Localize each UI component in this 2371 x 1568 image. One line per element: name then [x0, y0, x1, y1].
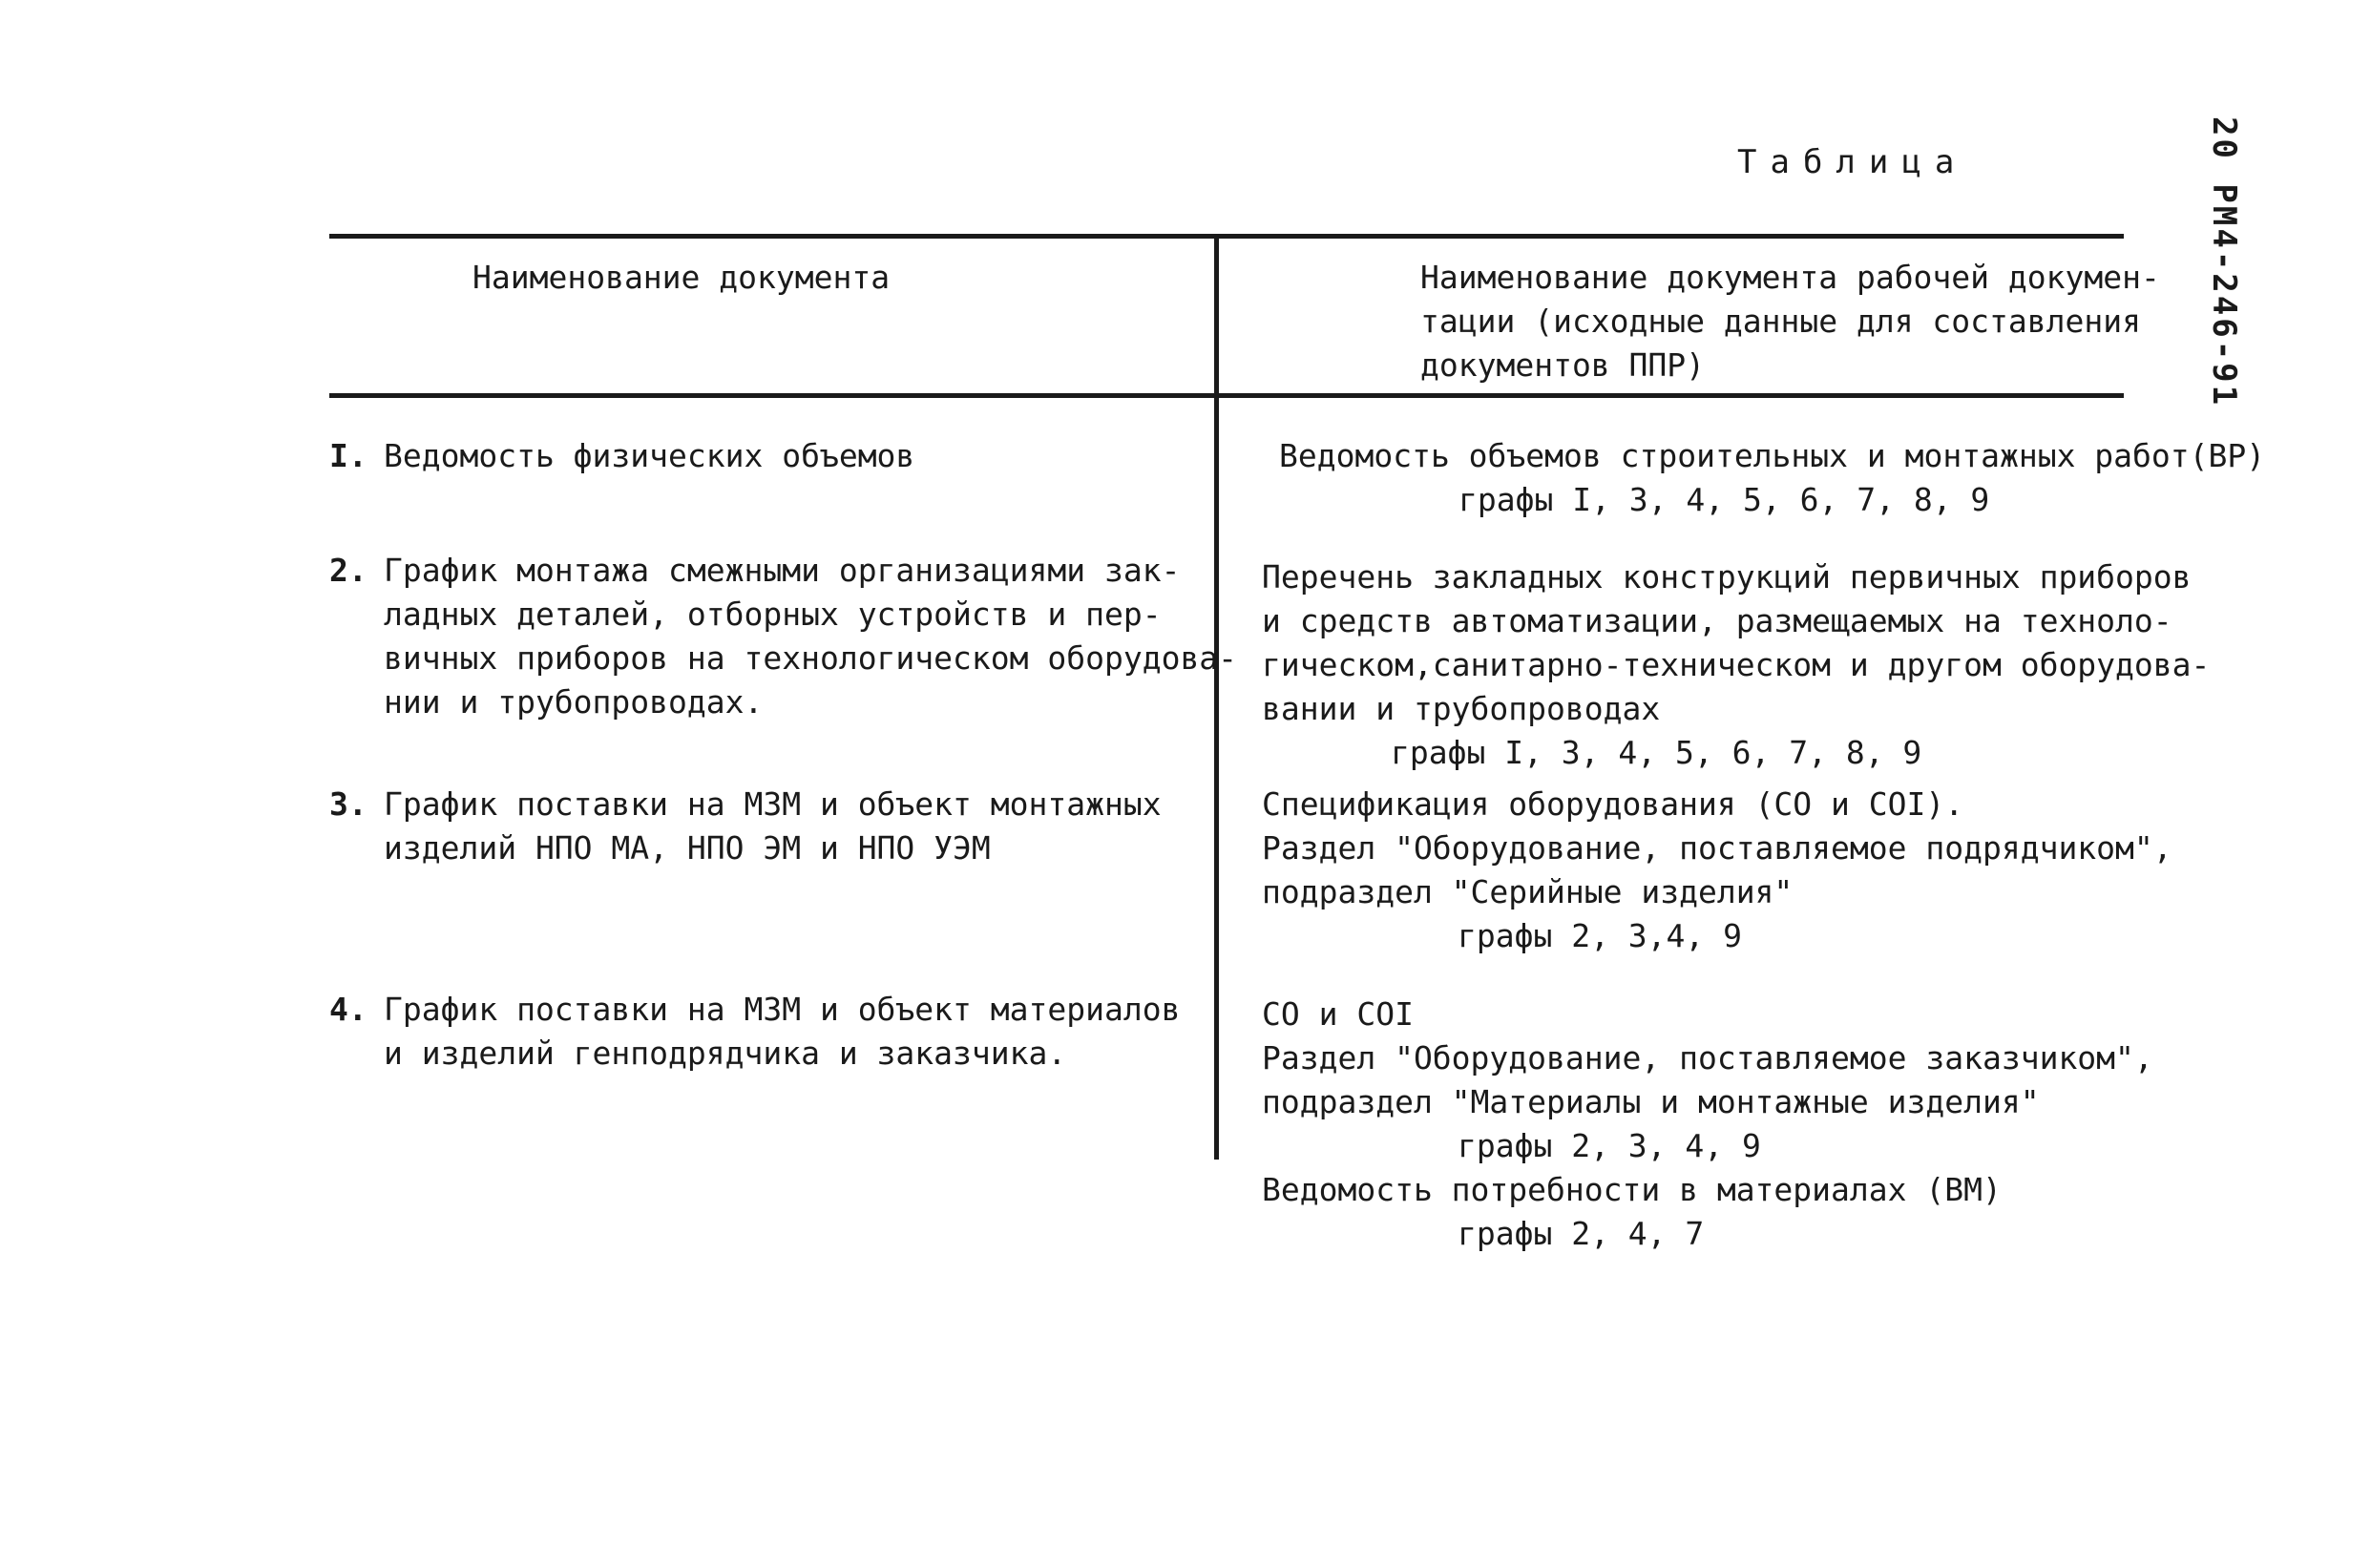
- row-right-line: Перечень закладных конструкций первичных приборов: [1262, 558, 2192, 596]
- row-4-left: [384, 988, 1180, 1076]
- row-right-line: Раздел "Оборудование, поставляемое подрядчиком",: [1262, 829, 2172, 867]
- row-number: 3.: [329, 785, 367, 823]
- header-right: [1420, 256, 2160, 387]
- row-right-line: Ведомость объемов строительных и монтажных работ(ВР): [1279, 437, 2266, 474]
- row-left-line: ладных деталей, отборных устройств и пер-: [384, 596, 1162, 633]
- row-right-line: гическом,санитарно-техническом и другом оборудова-: [1262, 646, 2211, 683]
- row-left-line: График монтажа смежными организациями зак-: [384, 552, 1181, 589]
- row-right-line: вании и трубопроводах: [1262, 690, 1661, 727]
- row-right-line: графы I, 3, 4, 5, 6, 7, 8, 9: [1458, 481, 1990, 518]
- row-right-line: Спецификация оборудования (СО и СОI).: [1262, 785, 1964, 823]
- row-right-line: СО и СОI: [1262, 995, 1414, 1033]
- row-number: I.: [329, 437, 367, 474]
- row-2-left: [384, 549, 1237, 724]
- row-right-line: Раздел "Оборудование, поставляемое заказчиком",: [1262, 1039, 2153, 1077]
- row-right-line: Ведомость потребности в материалах (ВМ): [1262, 1171, 2002, 1208]
- row-4-right: [1262, 993, 2153, 1256]
- row-1-right: [1279, 434, 2265, 522]
- row-right-line: и средств автоматизации, размещаемых на техноло-: [1262, 602, 2172, 639]
- row-left-line: и изделий генподрядчика и заказчика.: [384, 1035, 1067, 1072]
- row-right-line: графы 2, 3, 4, 9: [1458, 1127, 1761, 1164]
- header-bottom-rule: [329, 393, 2124, 398]
- row-3-right: [1262, 783, 2172, 958]
- header-right-line: Наименование документа рабочей докумен-: [1420, 259, 2160, 296]
- row-1-number: [329, 434, 367, 478]
- row-right-line: подраздел "Серийные изделия": [1262, 873, 1794, 910]
- row-right-line: графы 2, 3,4, 9: [1458, 917, 1743, 954]
- row-right-line: подраздел "Материалы и монтажные изделия": [1262, 1083, 2040, 1120]
- row-number: 4.: [329, 991, 367, 1028]
- row-left-line: Ведомость физических объемов: [384, 437, 915, 474]
- row-4-number: [329, 988, 367, 1032]
- row-left-line: График поставки на МЗМ и объект монтажных: [384, 785, 1162, 823]
- row-left-line: нии и трубопроводах.: [384, 683, 764, 721]
- row-3-number: [329, 783, 367, 826]
- row-2-right: [1262, 555, 2210, 775]
- row-3-left: [384, 783, 1162, 870]
- sheet-code: 20 РМ4-246-91: [2205, 116, 2243, 408]
- table-top-rule: [329, 234, 2124, 239]
- row-left-line: изделий НПО МА, НПО ЭМ и НПО УЭМ: [384, 829, 991, 867]
- header-right-line: тации (исходные данные для составления: [1420, 303, 2141, 340]
- header-right-line: документов ППР): [1420, 346, 1706, 384]
- table-caption: Таблица: [1737, 143, 1968, 181]
- row-left-line: вичных приборов на технологическом оборудова-: [384, 639, 1238, 677]
- header-left: Наименование документа: [472, 259, 891, 296]
- row-right-line: графы 2, 4, 7: [1458, 1215, 1705, 1252]
- row-left-line: График поставки на МЗМ и объект материалов: [384, 991, 1181, 1028]
- row-2-number: [329, 549, 367, 593]
- row-right-line: графы I, 3, 4, 5, 6, 7, 8, 9: [1391, 734, 1922, 771]
- row-1-left: [384, 434, 914, 478]
- row-number: 2.: [329, 552, 367, 589]
